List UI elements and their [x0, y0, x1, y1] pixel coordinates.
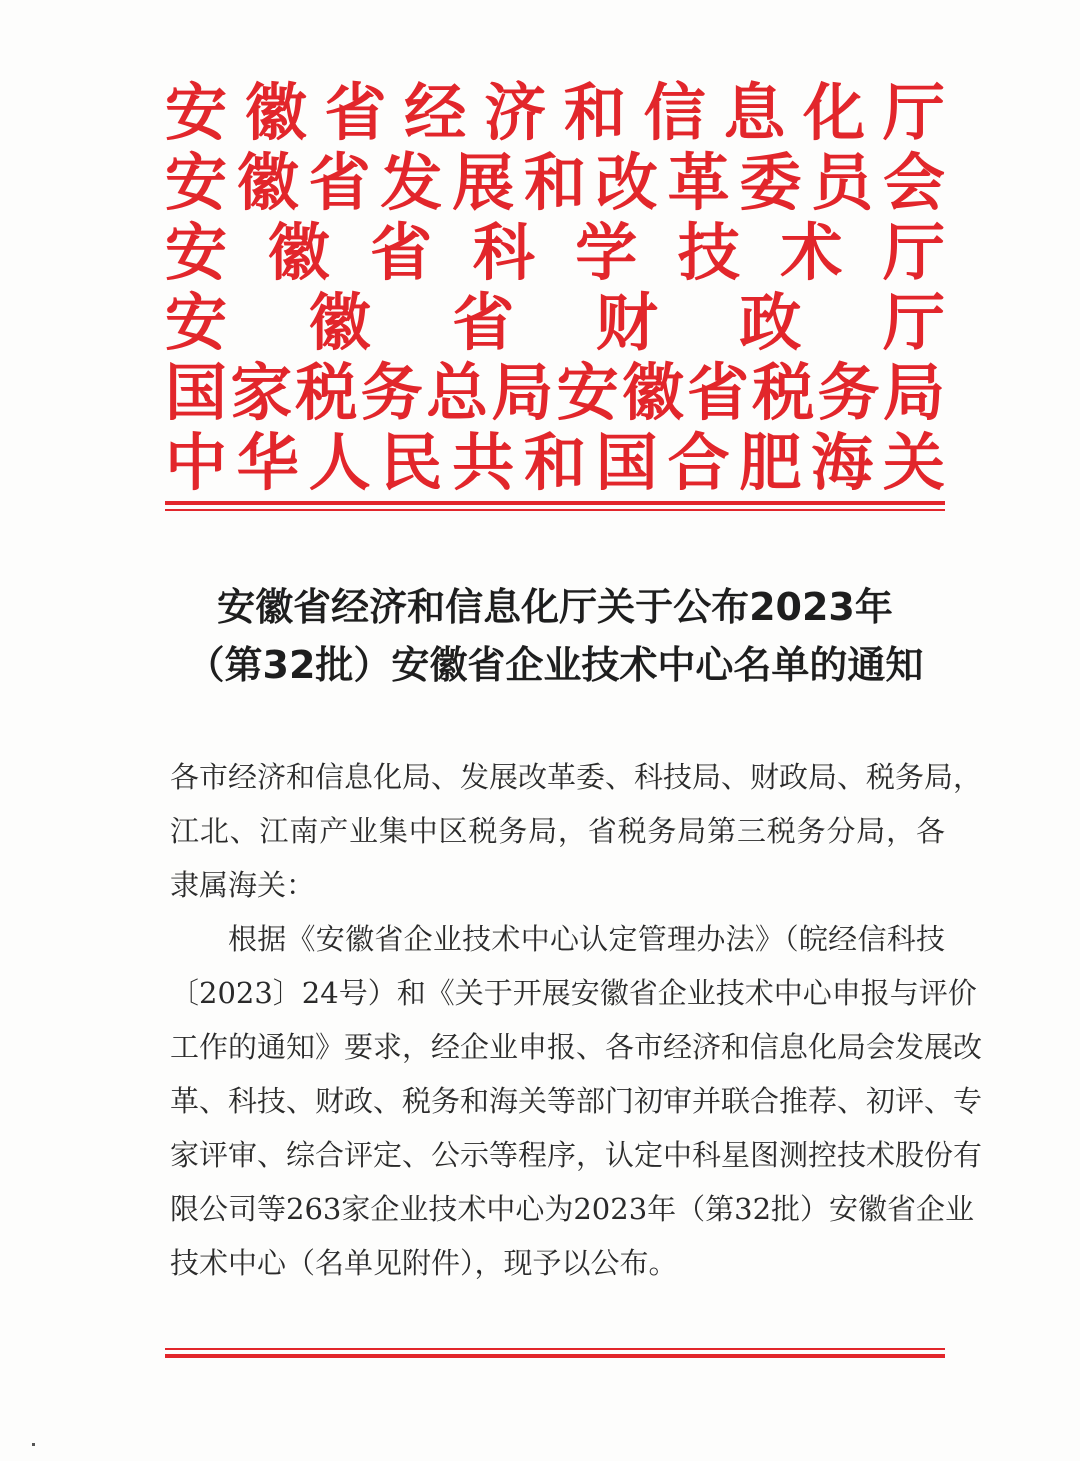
masthead-char: 华 [236, 426, 299, 499]
masthead-divider-thick [165, 501, 945, 505]
masthead-char: 务 [817, 356, 880, 429]
masthead-char: 经 [404, 76, 467, 149]
document-title [165, 578, 945, 694]
masthead-char: 学 [575, 216, 638, 289]
masthead-char: 省 [370, 216, 433, 289]
document-title-line-2: （第32批）安徽省企业技术中心名单的通知 [186, 643, 924, 687]
masthead-char: 术 [780, 216, 843, 289]
paragraph-line: 技术中心（名单见附件），现予以公布。 [170, 1246, 678, 1280]
masthead-char: 安 [165, 216, 228, 289]
masthead-char: 税 [752, 356, 815, 429]
masthead-char: 徽 [308, 286, 371, 359]
masthead [165, 78, 945, 498]
addressee-line: 隶属海关： [170, 868, 316, 902]
masthead-char: 技 [677, 216, 740, 289]
masthead-char: 化 [803, 76, 866, 149]
masthead-char: 局 [882, 356, 945, 429]
masthead-line-tax-bureau [165, 358, 945, 428]
masthead-char: 徽 [244, 76, 307, 149]
masthead-char: 省 [308, 146, 371, 219]
document-title-line-1: 安徽省经济和信息化厅关于公布2023年 [217, 585, 893, 629]
masthead-char: 和 [563, 76, 626, 149]
masthead-char: 和 [523, 426, 586, 499]
masthead-char: 信 [643, 76, 706, 149]
masthead-char: 局 [491, 356, 554, 429]
masthead-char: 和 [523, 146, 586, 219]
masthead-divider-thin [165, 509, 945, 511]
masthead-char: 政 [739, 286, 802, 359]
paragraph-line: 家评审、综合评定、公示等程序，认定中科星图测控技术股份有 [170, 1138, 983, 1172]
document-body [170, 750, 983, 1290]
masthead-char: 厅 [882, 286, 945, 359]
footer-divider-thin [165, 1348, 945, 1350]
masthead-char: 省 [452, 286, 515, 359]
masthead-char: 省 [324, 76, 387, 149]
masthead-char: 中 [165, 426, 228, 499]
addressee-line: 各市经济和信息化局、发展改革委、科技局、财政局、税务局， [170, 760, 983, 794]
masthead-char: 革 [667, 146, 730, 219]
masthead-char: 安 [165, 146, 228, 219]
paragraph-line: 根据《安徽省企业技术中心认定管理办法》（皖经信科技 [228, 922, 945, 956]
masthead-char: 安 [165, 286, 228, 359]
footer-divider-thick [165, 1354, 945, 1358]
masthead-char: 国 [165, 356, 228, 429]
masthead-char: 息 [723, 76, 786, 149]
masthead-char: 民 [380, 426, 443, 499]
paragraph-line: 革、科技、财政、税务和海关等部门初审并联合推荐、初评、专 [170, 1084, 983, 1118]
masthead-char: 家 [230, 356, 293, 429]
masthead-char: 安 [556, 356, 619, 429]
masthead-char: 人 [308, 426, 371, 499]
masthead-char: 总 [426, 356, 489, 429]
masthead-line-science-tech [165, 218, 945, 288]
masthead-char: 海 [811, 426, 874, 499]
masthead-line-customs [165, 428, 945, 498]
masthead-char: 展 [452, 146, 515, 219]
masthead-char: 安 [165, 76, 228, 149]
masthead-char: 厅 [882, 76, 945, 149]
masthead-char: 科 [472, 216, 535, 289]
masthead-char: 共 [452, 426, 515, 499]
masthead-char: 务 [360, 356, 423, 429]
masthead-char: 省 [687, 356, 750, 429]
masthead-char: 改 [595, 146, 658, 219]
masthead-char: 合 [667, 426, 730, 499]
scan-mark [32, 1443, 35, 1446]
masthead-char: 财 [595, 286, 658, 359]
masthead-line-development-reform [165, 148, 945, 218]
masthead-char: 会 [882, 146, 945, 219]
masthead-char: 徽 [236, 146, 299, 219]
masthead-char: 员 [811, 146, 874, 219]
paragraph-line: 限公司等263家企业技术中心为2023年（第32批）安徽省企业 [170, 1192, 975, 1226]
addressee-line: 江北、江南产业集中区税务局，省税务局第三税务分局，各 [170, 814, 945, 848]
masthead-char: 关 [882, 426, 945, 499]
masthead-line-finance [165, 288, 945, 358]
masthead-line-economy-info [165, 78, 945, 148]
paragraph-line: 〔2023〕24号）和《关于开展安徽省企业技术中心申报与评价 [170, 976, 977, 1010]
paragraph-line: 工作的通知》要求，经企业申报、各市经济和信息化局会发展改 [170, 1030, 983, 1064]
masthead-char: 税 [295, 356, 358, 429]
masthead-char: 国 [595, 426, 658, 499]
masthead-char: 徽 [267, 216, 330, 289]
masthead-char: 济 [484, 76, 547, 149]
masthead-char: 发 [380, 146, 443, 219]
masthead-char: 肥 [739, 426, 802, 499]
masthead-char: 徽 [621, 356, 684, 429]
masthead-char: 委 [739, 146, 802, 219]
masthead-char: 厅 [882, 216, 945, 289]
